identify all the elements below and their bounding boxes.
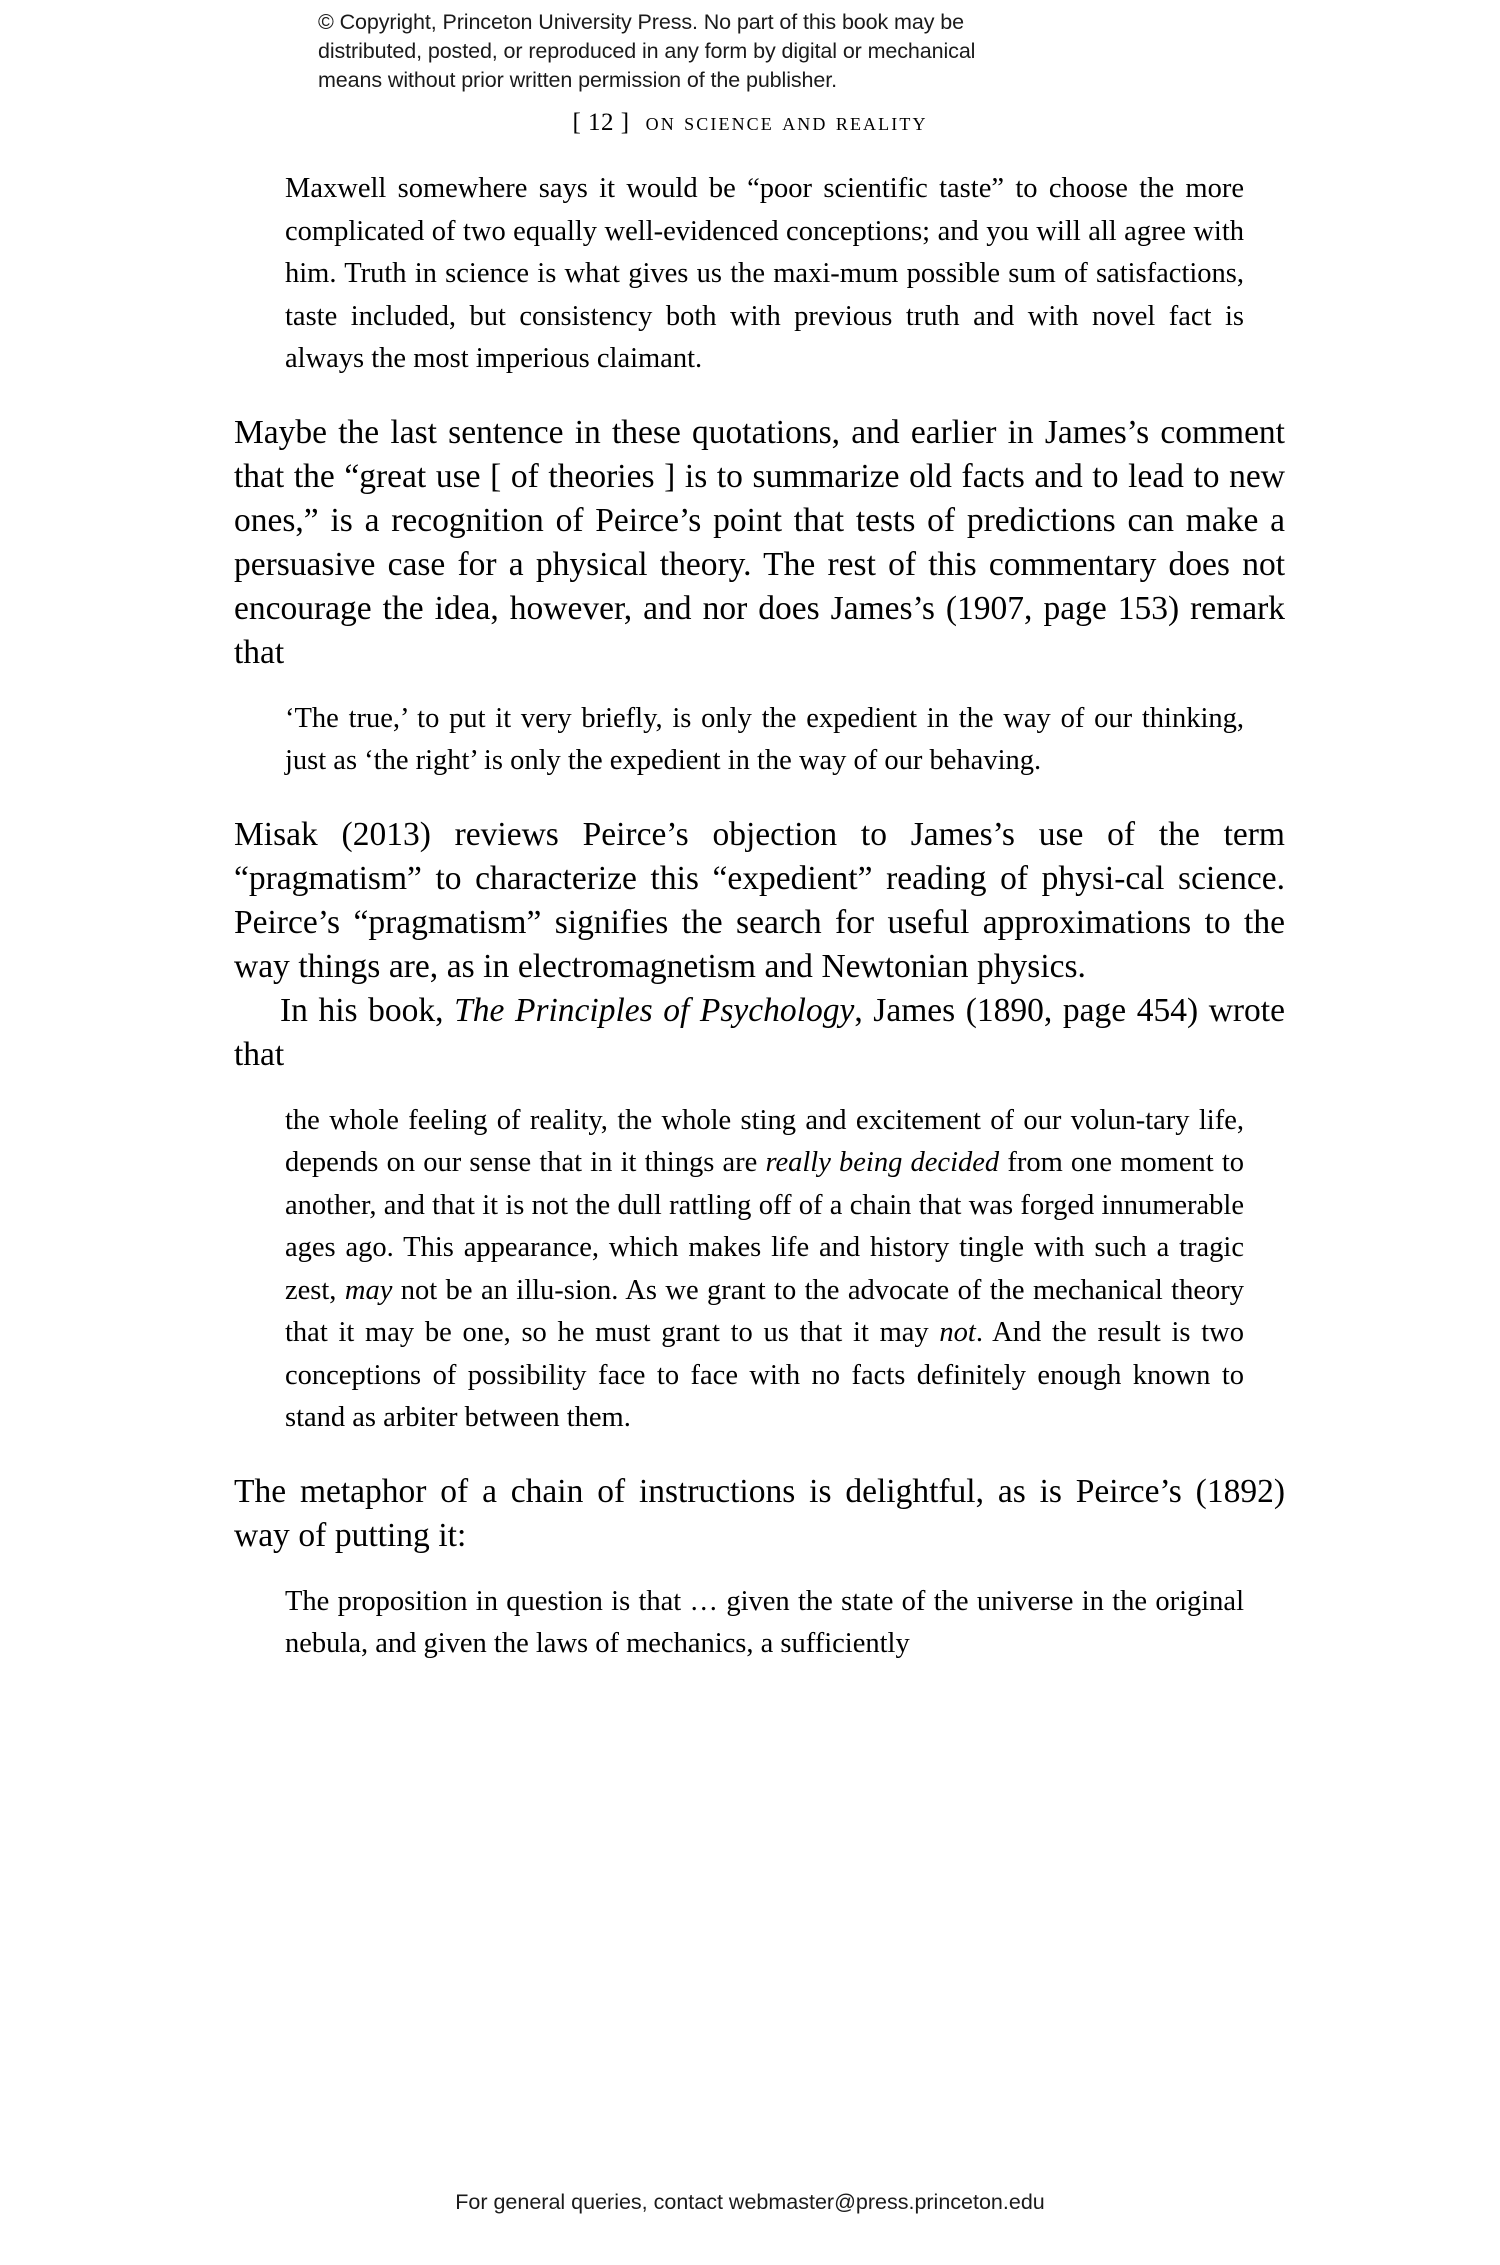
spacer	[234, 783, 1285, 813]
quote-part-1: the whole feeling of reality, the whole sting and excitement of our volun-tary life, depends on our sense that in it things are	[285, 1104, 1244, 1178]
spacer	[234, 1440, 1285, 1470]
paragraph-in-his-book	[234, 989, 1285, 1077]
spacer	[234, 1077, 1285, 1100]
spacer	[234, 1558, 1285, 1581]
blockquote-maxwell: Maxwell somewhere says it would be “poor scientific taste” to choose the more complicated of two equally well-evidenced conceptions; and you will all agree with him. Truth in science is what gives us the maxi-mum possible sum of satisfactions, taste included, but consistency both with previous truth and with novel fact is always the most imperious claimant.	[285, 173, 1244, 374]
copyright-notice	[318, 8, 1188, 95]
copyright-line-3: means without prior written permission of the publisher.	[318, 68, 838, 92]
spacer	[234, 675, 1285, 698]
blockquote-james-psychology	[234, 1100, 1244, 1440]
paragraph-in-his-book-after-title: , James (1890, page 454) wrote that	[234, 991, 1285, 1073]
paragraph-misak: Misak (2013) reviews Peirce’s objection to James’s use of the term “pragmatism” to characterize this “expedient” reading of physi-cal science. Peirce’s “pragmatism” signifies the search for useful approximations to the way things are, as in electromagnetism and Newtonian physics.	[234, 815, 1285, 985]
quote-italic-really-being-decided: really being decided	[765, 1147, 1000, 1178]
page-body	[234, 168, 1285, 1666]
page-footer: For general queries, contact webmaster@press.princeton.edu	[455, 2190, 1045, 2214]
paragraph-metaphor: The metaphor of a chain of instructions is delightful, as is Peirce’s (1892) way of putting it:	[234, 1472, 1285, 1554]
blockquote-proposition: The proposition in question is that … given the state of the universe in the original nebula, and given the laws of mechanics, a sufficiently	[285, 1585, 1244, 1659]
paragraph-in-his-book-before-title: In his book,	[280, 991, 455, 1029]
quote-italic-may: may	[344, 1274, 393, 1306]
copyright-line-1: © Copyright, Princeton University Press. No part of this book may be	[318, 10, 964, 34]
running-head-title: on science and reality	[645, 109, 928, 136]
quote-part-4: . And the result is two conceptions of possibility face to face with no facts definitely enough known to stand as arbiter between them.	[285, 1317, 1245, 1433]
running-head	[0, 108, 1500, 138]
copyright-line-2: distributed, posted, or reproduced in any form by digital or mechanical	[318, 39, 976, 63]
book-title-principles-of-psychology: The Principles of Psychology	[454, 991, 855, 1029]
paragraph-maybe: Maybe the last sentence in these quotations, and earlier in James’s comment that the “great use [ of theories ] is to summarize old facts and to lead to new ones,” is a recognition of Peirce’s point that tests of predictions can make a persuasive case for a physical theory. The rest of this commentary does not encourage the idea, however, and nor does James’s (1907, page 153) remark that	[234, 413, 1285, 671]
quote-part-2: from one moment to another, and that it is not the dull rattling off of a chain that was forged innumerable ages ago. This appearance, which makes life and history tingle with such a tragic zest,	[285, 1147, 1244, 1306]
quote-part-3: not be an illu-sion. As we grant to the advocate of the mechanical theory that it may be one, so he must grant to us that it may	[285, 1274, 1244, 1348]
quote-italic-not: not	[939, 1317, 976, 1348]
spacer	[234, 381, 1285, 411]
page-folio: [ 12 ]	[572, 109, 630, 136]
blockquote-the-true: ‘The true,’ to put it very briefly, is only the expedient in the way of our thinking, just as ‘the right’ is only the expedient in the way of our behaving.	[285, 702, 1244, 776]
